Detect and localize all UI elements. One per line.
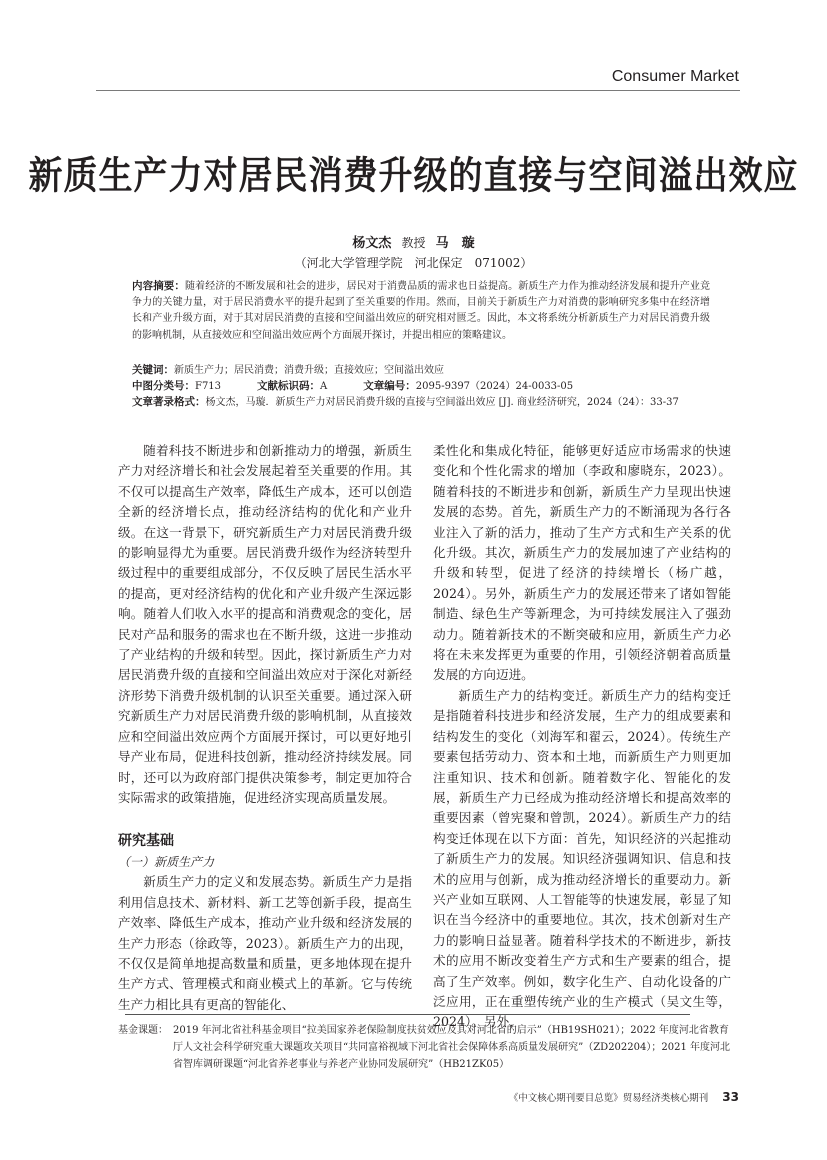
body-paragraph: 新质生产力的定义和发展态势。新质生产力是指利用信息技术、新材料、新工艺等创新手段，提高生产效率、降低生产成本，推动产业升级和经济发展的生产力形态（徐政等，2023）。新质生产力的出现，不仅仅是简单地提高数量和质量，更多地体现在提升生产方式、管理模式和商业模式上的革新。它与传统生产力相比具有更高的智能化、 <box>118 874 412 1012</box>
article-no-value: 2095-9397（2024）24-0033-05 <box>415 381 574 392</box>
intro-paragraph: 随着科技不断进步和创新推动力的增强，新质生产力对经济增长和社会发展起着至关重要的作用。其不仅可以提高生产效率，降低生产成本，还可以创造全新的经济增长点，推动经济结构的优化和产业升级。在这一背景下，研究新质生产力对居民消费升级的影响显得尤为重要。居民消费升级作为经济转型升级过程中的重要组成部分，不仅反映了居民生活水平的提高，更对经济结构的优化和产业升级产生深远影响。随着人们收入水平的提高和消费观念的变化，居民对产品和服务的需求也在不断升级，这进一步推动了产业结构的升级和转型。因此，探讨新质生产力对居民消费升级的直接和空间溢出效应对于深化对新经济形势下消费升级机制的认识至关重要。通过深入研究新质生产力对居民消费升级的影响机制，从直接效应和空间溢出效应两个方面展开探讨，可以更好地引导产业布局，促进科技创新，推动经济持续发展。同时，还可以为政府部门提供决策参考，制定更加符合实际需求的政策措施，促进经济实现高质量发展。 <box>118 443 412 805</box>
doc-code-value: A <box>320 381 328 392</box>
clc-label: 中图分类号： <box>132 380 195 392</box>
page-number: 33 <box>722 1090 739 1104</box>
keywords <box>132 362 710 379</box>
author-name: 杨文杰 <box>352 236 392 251</box>
author-role: 教授 <box>401 236 426 250</box>
journal-note: 《中文核心期刊要目总览》贸易经济类核心期刊 <box>508 1093 709 1104</box>
article-title: 新质生产力对居民消费升级的直接与空间溢出效应 <box>28 154 799 199</box>
header-divider <box>96 90 740 91</box>
citation-text: 杨文杰，马璇．新质生产力对居民消费升级的直接与空间溢出效应 [J]. 商业经济研究，2024（24）：33-37 <box>205 397 679 408</box>
affiliation: （河北大学管理学院 河北保定 071002） <box>294 256 533 270</box>
section-heading: 研究基础 <box>118 833 174 850</box>
abstract-text: 随着经济的不断发展和社会的进步，居民对于消费品质的需求也日益提高。新质生产力作为推动经济发展和提升产业竞争力的关键力量，对于居民消费水平的提升起到了至关重要的作用。然而，目前关于新质生产力对消费的影响研究多集中在经济增长和产业升级方面，对于其对居民消费的直接和空间溢出效应的研究相对匮乏。因此，本文将系统分析新质生产力对居民消费升级的影响机制，从直接效应和空间溢出效应两个方面展开探讨，并提出相应的策略建议。 <box>132 281 711 341</box>
footnote-divider <box>125 1014 690 1015</box>
keywords-text: 新质生产力；居民消费；消费升级；直接效应；空间溢出效应 <box>174 365 444 376</box>
body-paragraph-continued: 柔性化和集成化特征，能够更好适应市场需求的快速变化和个性化需求的增加（李政和廖晓东，2023）。随着科技的不断进步和创新，新质生产力呈现出快速发展的态势。首先，新质生产力的不断涌现为各行各业注入了新的活力，推动了生产方式和生产关系的优化升级。其次，新质生产力的发展加速了产业结构的升级和转型，促进了经济的持续增长（杨广越，2024）。另外，新质生产力的发展还带来了诸如智能制造、绿色生产等新理念，为可持续发展注入了强劲动力。随着新技术的不断突破和应用，新质生产力必将在未来发挥更为重要的作用，引领经济朝着高质量发展的方向迈进。 <box>433 443 731 683</box>
left-column <box>118 441 412 1015</box>
article-no-label: 文章编号： <box>363 380 416 392</box>
doc-code-label: 文献标识码： <box>257 380 321 392</box>
section-label: Consumer Market <box>611 68 739 85</box>
author-line <box>0 232 827 251</box>
author-name: 马 璇 <box>435 236 475 251</box>
right-column <box>433 441 731 1033</box>
page-footer <box>509 1090 739 1104</box>
classification-line <box>132 378 710 395</box>
abstract-label: 内容摘要： <box>132 280 185 292</box>
funding-label: 基金课题： <box>118 1025 168 1036</box>
funding-note <box>118 1022 730 1073</box>
citation-label: 文章著录格式： <box>132 396 206 408</box>
clc-value: F713 <box>195 381 222 392</box>
funding-text: 2019 年河北省社科基金项目“拉美国家养老保险制度扶贫效应及其对河北省的启示”（HB19SH021）；2022 年度河北省教育厅人文社会科学研究重大课题攻关项目“共同富裕视域下河北省社会保障体系高质量发展研究”（ZD202204）；2021 年度河北省智库调研课题“河北省养老事业与养老产业协同发展研究”（HB21ZK05） <box>173 1025 730 1070</box>
citation-format <box>132 394 710 411</box>
abstract <box>132 278 710 344</box>
keywords-label: 关键词： <box>132 364 174 376</box>
subsection-heading: （一）新质生产力 <box>118 855 215 870</box>
body-paragraph: 新质生产力的结构变迁。新质生产力的结构变迁是指随着科技进步和经济发展，生产力的组成要素和结构发生的变化（刘海军和翟云，2024）。传统生产要素包括劳动力、资本和土地，而新质生产力则更加注重知识、技术和创新。随着数字化、智能化的发展，新质生产力已经成为推动经济增长和提高效率的重要因素（曾宪聚和曾凯，2024）。新质生产力的结构变迁体现在以下方面：首先，知识经济的兴起推动了新质生产力的发展。知识经济强调知识、信息和技术的应用与创新，成为推动经济增长的重要动力。新兴产业如互联网、人工智能等的快速发展，彰显了知识在当今经济中的重要地位。其次，技术创新对生产力的影响日益显著。随着科学技术的不断进步，新技术的应用不断改变着生产方式和生产要素的组合，提高了生产效率。例如，数字化生产、自动化设备的广泛应用，正在重塑传统产业的生产模式（吴文生等，2024）。另外， <box>433 687 731 1030</box>
